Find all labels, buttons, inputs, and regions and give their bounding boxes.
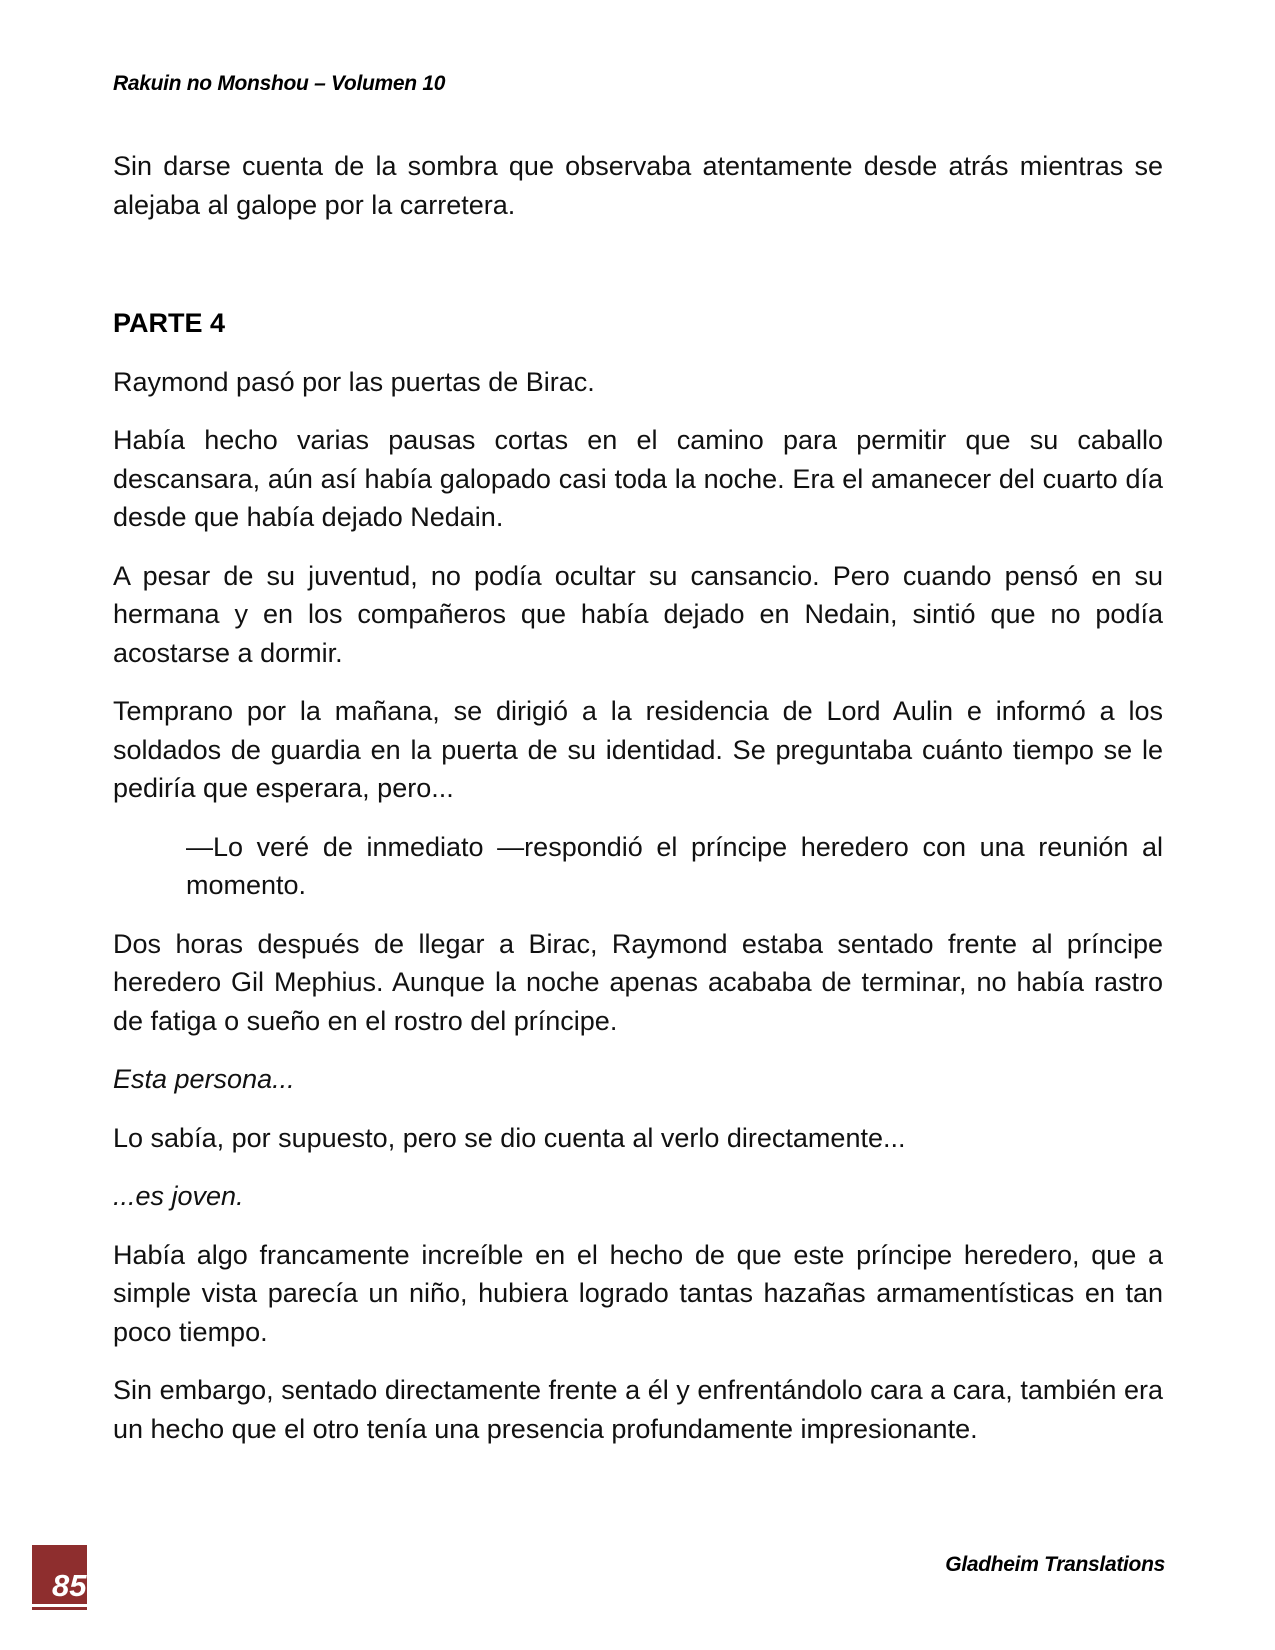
book-title-header: Rakuin no Monshou – Volumen 10 <box>113 72 446 95</box>
page-number-underline <box>32 1604 87 1607</box>
paragraph: Temprano por la mañana, se dirigió a la residencia de Lord Aulin e informó a los soldados de guardia en la puerta de su identidad. Se preguntaba cuánto tiempo se le pediría que esperara, pero... <box>113 696 1163 803</box>
thought-paragraph: ...es joven. <box>113 1181 244 1211</box>
paragraph: Lo sabía, por supuesto, pero se dio cuenta al verlo directamente... <box>113 1122 906 1153</box>
section-spacer <box>113 244 1163 304</box>
paragraph: Había hecho varias pausas cortas en el camino para permitir que su caballo descansara, aún así había galopado casi toda la noche. Era el amanecer del cuarto día desde que había dejado Nedain. <box>113 425 1163 532</box>
page-body <box>113 147 1163 1468</box>
dialogue-paragraph: —Lo veré de inmediato —respondió el príncipe heredero con una reunión al momento. <box>186 831 1163 900</box>
paragraph: Raymond pasó por las puertas de Birac. <box>113 366 595 397</box>
translator-credit: Gladheim Translations <box>945 1553 1165 1576</box>
page-number: 85 <box>52 1568 87 1603</box>
paragraph: Sin darse cuenta de la sombra que observaba atentamente desde atrás mientras se alejaba al galope por la carretera. <box>113 151 1163 220</box>
paragraph: Sin embargo, sentado directamente frente a él y enfrentándolo cara a cara, también era un hecho que el otro tenía una presencia profundamente impresionante. <box>113 1375 1163 1444</box>
paragraph: A pesar de su juventud, no podía ocultar su cansancio. Pero cuando pensó en su hermana y en los compañeros que había dejado en Nedain, sintió que no podía acostarse a dormir. <box>113 560 1163 668</box>
paragraph: Había algo francamente increíble en el hecho de que este príncipe heredero, que a simple vista parecía un niño, hubiera logrado tantas hazañas armamentísticas en tan poco tiempo. <box>113 1239 1163 1347</box>
thought-paragraph: Esta persona... <box>113 1064 295 1094</box>
section-title: PARTE 4 <box>113 308 226 338</box>
paragraph: Dos horas después de llegar a Birac, Raymond estaba sentado frente al príncipe heredero Gil Mephius. Aunque la noche apenas acababa de terminar, no había rastro de fatiga o sueño en el rostro del príncipe. <box>113 928 1163 1036</box>
